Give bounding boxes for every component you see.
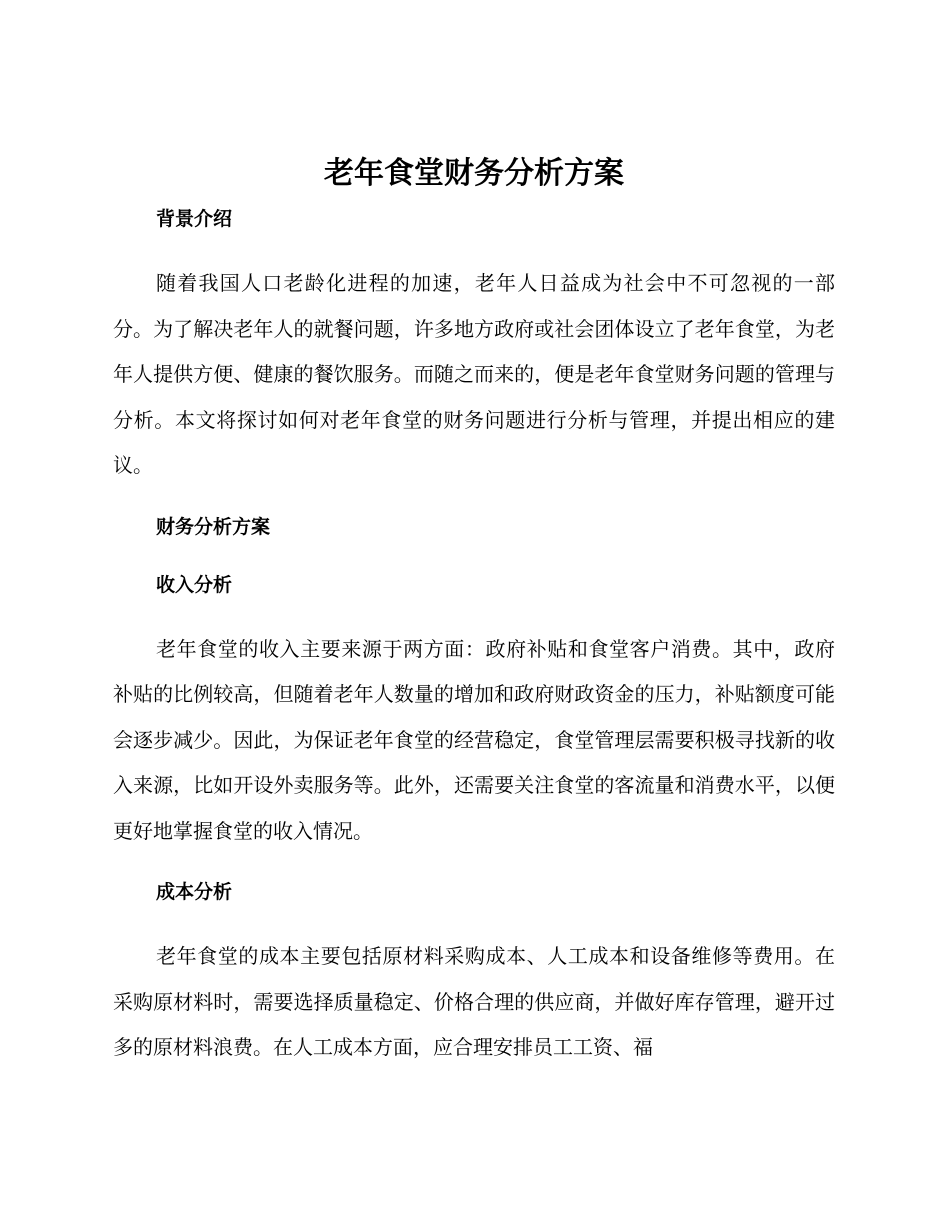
document-title: 老年食堂财务分析方案 [324, 156, 624, 191]
section-heading-income-analysis: 收入分析 [156, 573, 233, 596]
paragraph-income-analysis: 老年食堂的收入主要来源于两方面：政府补贴和食堂客户消费。其中，政府补贴的比例较高，但随着老年人数量的增加和政府财政资金的压力，补贴额度可能会逐步减少。因此，为保证老年食堂的经营稳定，食堂管理层需要积极寻找新的收入来源，比如开设外卖服务等。此外，还需要关注食堂的客流量和消费水平，以便更好地掌握食堂的收入情况。 [113, 636, 835, 843]
section-heading-cost-analysis: 成本分析 [156, 881, 233, 903]
section-heading-background: 背景介绍 [156, 208, 233, 230]
paragraph-background: 随着我国人口老龄化进程的加速，老年人日益成为社会中不可忽视的一部分。为了解决老年人的就餐问题，许多地方政府或社会团体设立了老年食堂，为老年人提供方便、健康的餐饮服务。而随之而来的，便是老年食堂财务问题的管理与分析。本文将探讨如何对老年食堂的财务问题进行分析与管理，并提出相应的建议。 [113, 271, 835, 477]
section-heading-financial-plan: 财务分析方案 [156, 515, 271, 538]
paragraph-cost-analysis: 老年食堂的成本主要包括原材料采购成本、人工成本和设备维修等费用。在采购原材料时，需要选择质量稳定、价格合理的供应商，并做好库存管理，避开过多的原材料浪费。在人工成本方面，应合理安排员工工资、福 [113, 944, 835, 1059]
